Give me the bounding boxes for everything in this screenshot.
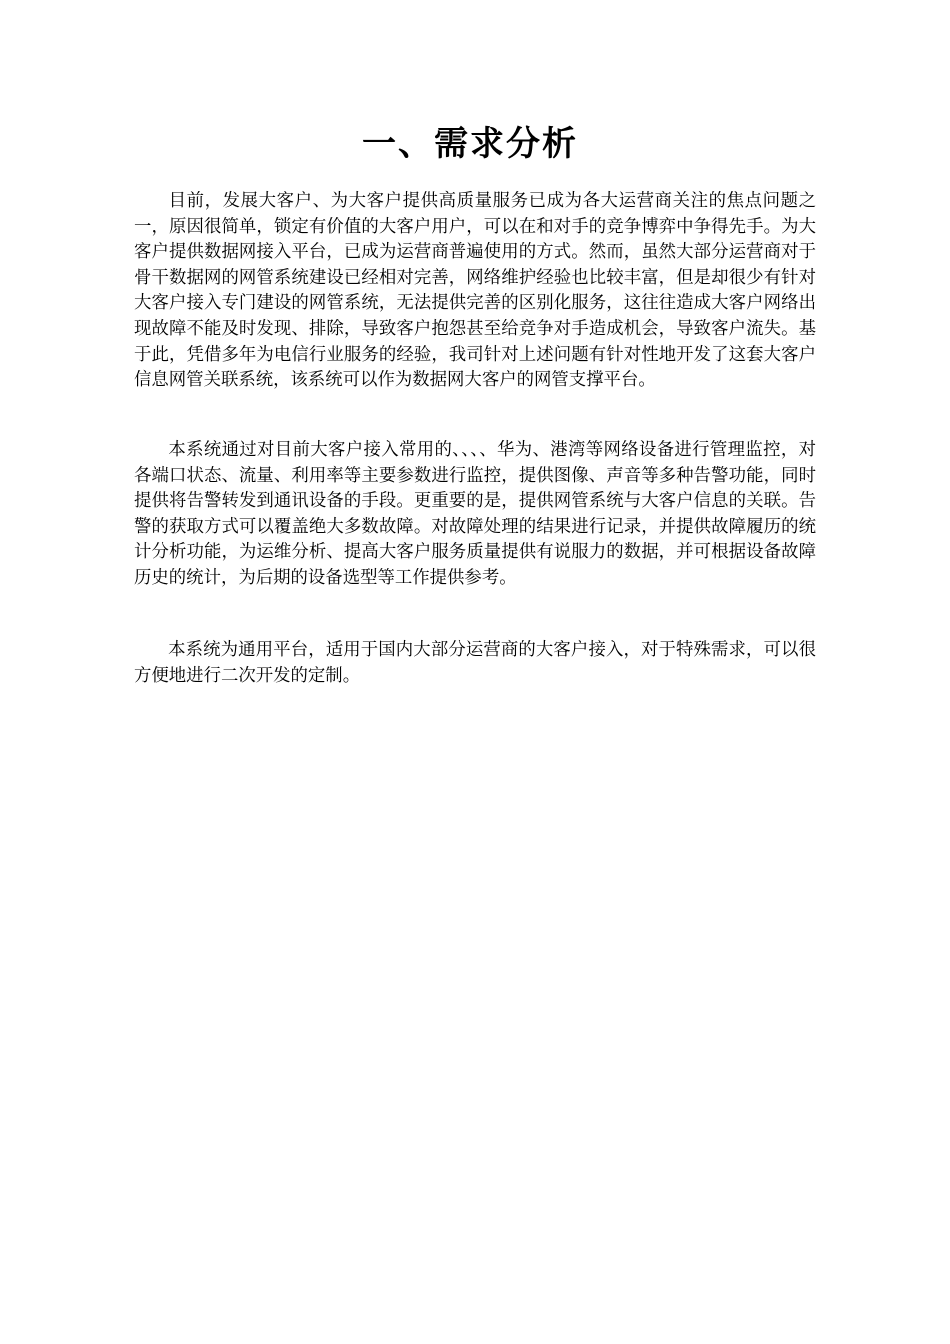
paragraph-requirements-background [134,189,816,394]
paragraph-system-features [134,438,816,592]
page-title: 一、需求分析 [362,124,578,164]
paragraph-text: 本系统为通用平台，适用于国内大部分运营商的大客户接入，对于特殊需求，可以很方便地进行二次开发的定制。 [134,640,816,686]
paragraph-text: 目前，发展大客户、为大客户提供高质量服务已成为各大运营商关注的焦点问题之一，原因很简单，锁定有价值的大客户用户，可以在和对手的竞争博弈中争得先手。为大客户提供数据网接入平台，已成为运营商普遍使用的方式。然而，虽然大部分运营商对于骨干数据网的网管系统建设已经相对完善，网络维护经验也比较丰富，但是却很少有针对大客户接入专门建设的网管系统，无法提供完善的区别化服务，这往往造成大客户网络出现故障不能及时发现、排除，导致客户抱怨甚至给竞争对手造成机会，导致客户流失。基于此，凭借多年为电信行业服务的经验，我司针对上述问题有针对性地开发了这套大客户信息网管关联系统，该系统可以作为数据网大客户的网管支撑平台。 [134,191,816,391]
paragraph-platform-note [134,638,816,689]
paragraph-text-part1: 本系统通过对目前大客户接入常用的、、、、华为、港湾等网络设备进行管理监控，对各端口状态、流量、利用率等主要参数 [134,440,816,486]
paragraph-text-part3: 大客户信息的关联。告警的获取方式可以覆盖绝大多数故障。对故障处理的结果进行记录，并提供故障履历的统计分析功能，为运维分析、提高大客户服务质量提供有说服力的数据，并可根据设备故障历史的统计，为后期的设备选型等工作提供参考。 [134,491,816,588]
paragraph-text-part2-sans: 进行监控，提供图像、声音等多种告警功能，同时提供将告警转发到通讯设备的手段。更重要的是，提供网管系统与 [134,465,816,512]
